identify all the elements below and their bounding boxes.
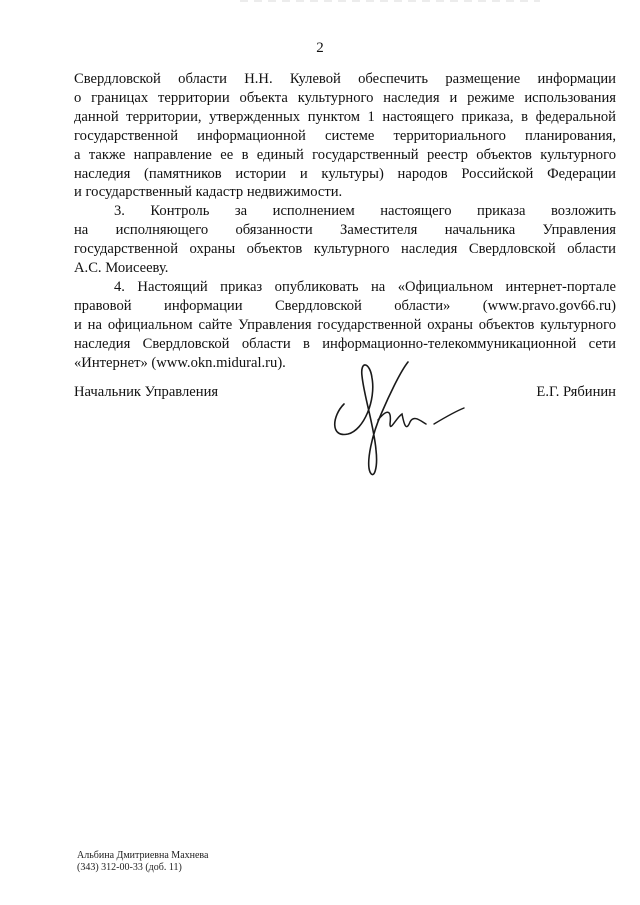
scan-edge-mark bbox=[240, 0, 540, 3]
text-line: а также направление ее в единый государственный реестр объектов культурного bbox=[74, 146, 616, 163]
executor-contact bbox=[77, 850, 208, 874]
document-body bbox=[74, 70, 616, 373]
signatory-name: Е.Г. Рябинин bbox=[536, 384, 616, 400]
text-line: государственной охраны объектов культурного наследия Свердловской области bbox=[74, 241, 616, 258]
handwritten-signature bbox=[326, 352, 471, 482]
paragraph bbox=[74, 70, 616, 202]
text-line: на исполняющего обязанности Заместителя начальника Управления bbox=[74, 222, 616, 239]
text-line: данной территории, утвержденных пунктом 1 настоящего приказа, в федеральной bbox=[74, 108, 616, 125]
text-line: А.С. Моисееву. bbox=[74, 260, 169, 277]
executor-name: Альбина Дмитриевна Махнева bbox=[77, 850, 209, 861]
text-line: 4. Настоящий приказ опубликовать на «Официальном интернет-портале bbox=[114, 278, 616, 295]
text-line: наследия Свердловской области в информационно-телекоммуникационной сети bbox=[74, 335, 616, 352]
text-line: Свердловской области Н.Н. Кулевой обеспечить размещение информации bbox=[74, 71, 616, 87]
text-line: государственной информационной системе территориального планирования, bbox=[74, 127, 616, 144]
text-line: и государственный кадастр недвижимости. bbox=[74, 184, 343, 201]
text-line: правовой информации Свердловской области» (www.pravo.gov66.ru) bbox=[74, 297, 616, 314]
executor-phone: (343) 312-00-33 (доб. 11) bbox=[77, 862, 182, 873]
signatory-position: Начальник Управления bbox=[74, 384, 219, 400]
text-line: и на официальном сайте Управления государственной охраны объектов культурного bbox=[74, 316, 616, 333]
text-line: «Интернет» (www.okn.midural.ru). bbox=[74, 354, 286, 371]
page-number: 2 bbox=[316, 40, 324, 56]
text-line: наследия (памятников истории и культуры) народов Российской Федерации bbox=[74, 165, 616, 182]
paragraph bbox=[74, 202, 616, 278]
text-line: о границах территории объекта культурного наследия и режиме использования bbox=[74, 89, 616, 106]
text-line: 3. Контроль за исполнением настоящего приказа возложить bbox=[114, 203, 616, 220]
